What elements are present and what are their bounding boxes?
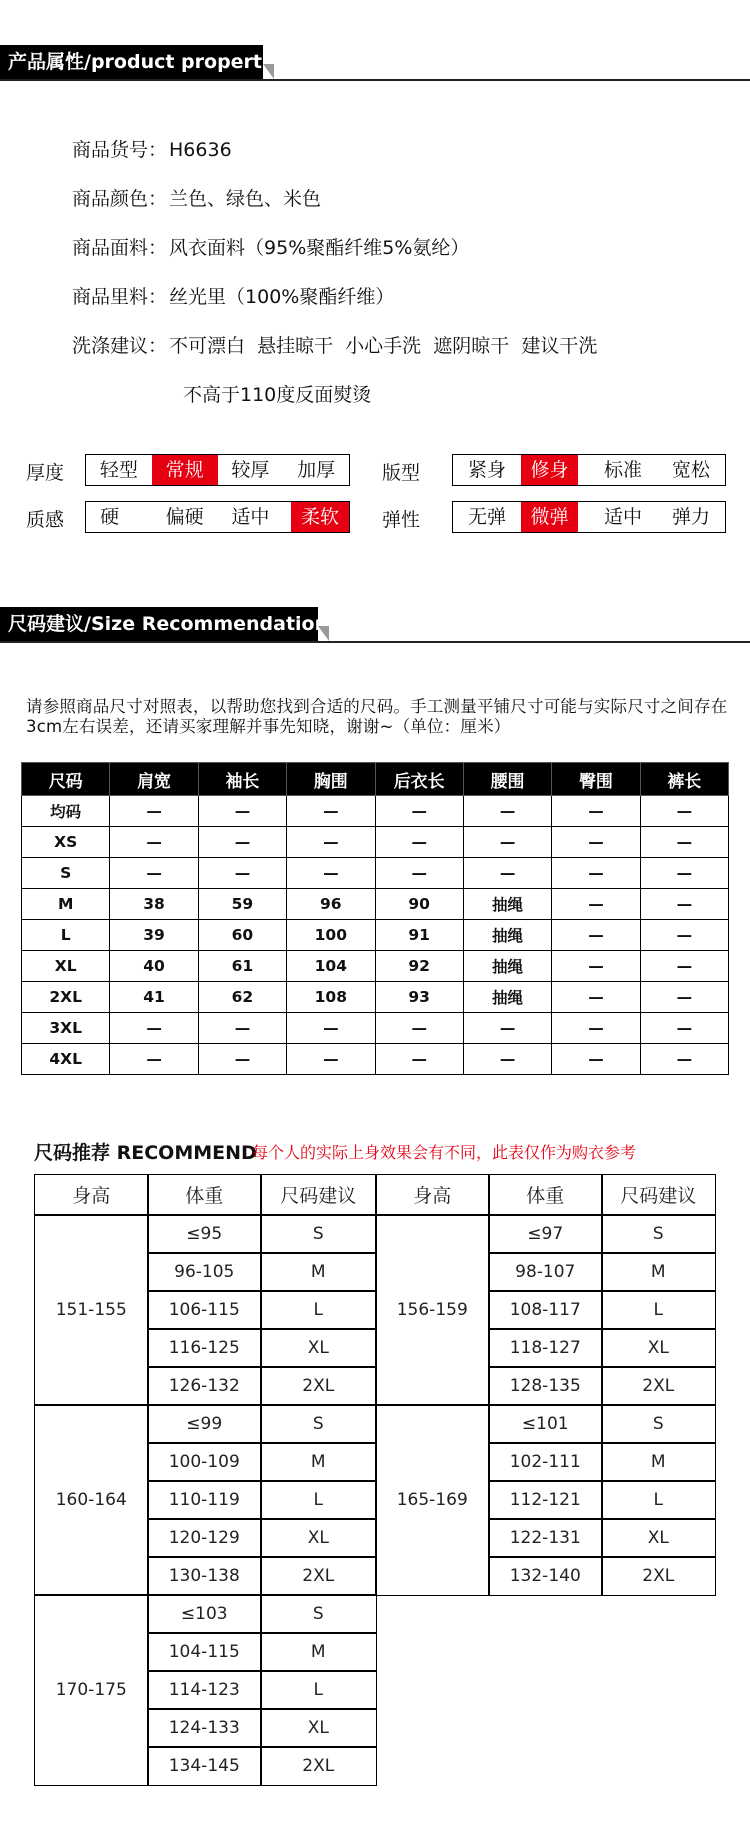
size-cell: — xyxy=(463,858,551,889)
size-cell: — xyxy=(198,796,286,827)
recommend-height-cell: 165-169 xyxy=(375,1404,490,1596)
recommend-size-cell: S xyxy=(260,1404,377,1444)
thickness-label: 厚度 xyxy=(26,462,65,484)
texture-option: 硬 xyxy=(100,506,120,528)
size-col-header: 尺码 xyxy=(22,763,110,796)
size-cell: — xyxy=(110,1044,198,1075)
property-label: 商品颜色： xyxy=(72,188,168,210)
recommend-weight-cell: 104-115 xyxy=(147,1632,262,1672)
size-cell-label: 均码 xyxy=(22,796,110,827)
recommend-height-cell: 170-175 xyxy=(34,1594,149,1786)
texture-option: 适中 xyxy=(231,506,270,528)
recommend-weight-cell: 110-119 xyxy=(147,1480,262,1520)
recommend-col-header: 尺码建议 xyxy=(260,1174,377,1216)
size-cell-label: XS xyxy=(22,827,110,858)
recommend-weight-cell: 120-129 xyxy=(147,1518,262,1558)
property-colors xyxy=(72,184,321,211)
recommend-weight-cell: 114-123 xyxy=(147,1670,262,1710)
size-cell: — xyxy=(287,827,375,858)
care-instructions-line2: 不高于110度反面熨烫 xyxy=(183,384,372,406)
size-cell-label: L xyxy=(22,920,110,951)
fit-option: 标准 xyxy=(603,459,642,481)
recommend-size-cell: S xyxy=(260,1214,377,1254)
size-cell: 41 xyxy=(110,982,198,1013)
recommend-size-cell: L xyxy=(601,1290,716,1330)
thickness-scale xyxy=(85,454,350,486)
recommend-weight-cell: 108-117 xyxy=(488,1290,603,1330)
size-cell: 90 xyxy=(375,889,463,920)
size-cell: — xyxy=(375,1013,463,1044)
elasticity-option: 适中 xyxy=(603,506,642,528)
recommend-col-header: 尺码建议 xyxy=(601,1174,716,1216)
property-lining xyxy=(72,282,394,309)
recommend-size-cell: M xyxy=(601,1252,716,1292)
size-recommendation-header xyxy=(0,607,750,647)
fit-option-selected: 修身 xyxy=(521,455,578,485)
recommend-size-cell: XL xyxy=(601,1328,716,1368)
size-cell: — xyxy=(463,1013,551,1044)
size-cell: — xyxy=(463,827,551,858)
section-title: 尺码建议/Size Recommendation xyxy=(0,607,318,641)
recommend-size-cell: XL xyxy=(260,1328,377,1368)
recommend-size-cell: S xyxy=(260,1594,377,1634)
recommend-size-cell: L xyxy=(260,1480,377,1520)
size-cell-label: 2XL xyxy=(22,982,110,1013)
size-cell: — xyxy=(110,796,198,827)
property-value: 兰色、绿色、米色 xyxy=(169,188,322,210)
size-cell: — xyxy=(198,827,286,858)
size-col-header: 腰围 xyxy=(463,763,551,796)
recommend-weight-cell: ≤103 xyxy=(147,1594,262,1634)
size-cell: — xyxy=(375,1044,463,1075)
property-label: 商品面料： xyxy=(72,237,168,259)
thickness-option: 较厚 xyxy=(231,459,270,481)
size-cell: 抽绳 xyxy=(463,920,551,951)
texture-label: 质感 xyxy=(26,509,65,531)
recommend-weight-cell: 102-111 xyxy=(488,1442,603,1482)
size-cell-label: 4XL xyxy=(22,1044,110,1075)
size-cell: 59 xyxy=(198,889,286,920)
recommend-size-cell: M xyxy=(260,1442,377,1482)
table-row xyxy=(22,827,729,858)
recommend-col-header: 身高 xyxy=(375,1174,490,1216)
size-cell: 62 xyxy=(198,982,286,1013)
size-cell: — xyxy=(110,1013,198,1044)
recommend-size-cell: L xyxy=(260,1290,377,1330)
recommend-weight-cell: ≤99 xyxy=(147,1404,262,1444)
recommend-size-cell: 2XL xyxy=(601,1366,716,1406)
recommend-col-header: 体重 xyxy=(147,1174,262,1216)
size-table-header-row xyxy=(22,763,729,796)
recommend-height-cell: 160-164 xyxy=(34,1404,149,1596)
size-cell: — xyxy=(287,796,375,827)
header-divider xyxy=(0,641,750,643)
size-cell: — xyxy=(110,858,198,889)
recommend-height-cell: 156-159 xyxy=(375,1214,490,1406)
table-row xyxy=(22,920,729,951)
recommend-size-cell: XL xyxy=(260,1518,377,1558)
recommend-title: 尺码推荐 RECOMMEND xyxy=(34,1142,257,1164)
size-cell: 抽绳 xyxy=(463,889,551,920)
recommend-size-cell: M xyxy=(260,1632,377,1672)
texture-scale xyxy=(85,501,350,533)
texture-option-selected: 柔软 xyxy=(291,502,349,532)
size-cell: — xyxy=(552,951,640,982)
recommend-size-cell: S xyxy=(601,1214,716,1254)
recommend-weight-cell: 132-140 xyxy=(488,1556,603,1596)
recommend-size-cell: M xyxy=(260,1252,377,1292)
fit-option: 紧身 xyxy=(467,459,506,481)
size-cell: 61 xyxy=(198,951,286,982)
size-cell: 91 xyxy=(375,920,463,951)
recommend-size-cell: S xyxy=(601,1404,716,1444)
table-row xyxy=(22,796,729,827)
recommend-weight-cell: 122-131 xyxy=(488,1518,603,1558)
property-fabric xyxy=(72,233,469,260)
size-cell: 92 xyxy=(375,951,463,982)
size-cell: — xyxy=(640,920,728,951)
size-cell: — xyxy=(552,920,640,951)
size-cell: 39 xyxy=(110,920,198,951)
size-cell: 38 xyxy=(110,889,198,920)
recommend-weight-cell: 126-132 xyxy=(147,1366,262,1406)
size-cell: — xyxy=(110,827,198,858)
size-col-header: 肩宽 xyxy=(110,763,198,796)
table-row xyxy=(22,1013,729,1044)
property-value: 丝光里（100%聚酯纤维） xyxy=(169,286,395,308)
size-cell: — xyxy=(640,796,728,827)
size-cell: — xyxy=(375,827,463,858)
elasticity-option-selected: 微弹 xyxy=(521,502,578,532)
recommend-weight-cell: 118-127 xyxy=(488,1328,603,1368)
thickness-option-selected: 常规 xyxy=(152,455,218,485)
size-cell: — xyxy=(375,796,463,827)
recommend-weight-cell: 100-109 xyxy=(147,1442,262,1482)
size-cell-label: 3XL xyxy=(22,1013,110,1044)
property-item-number xyxy=(72,135,232,162)
recommend-weight-cell: 96-105 xyxy=(147,1252,262,1292)
fit-option: 宽松 xyxy=(671,459,710,481)
recommend-weight-cell: 130-138 xyxy=(147,1556,262,1596)
size-cell-label: S xyxy=(22,858,110,889)
size-cell: 93 xyxy=(375,982,463,1013)
product-properties-header xyxy=(0,45,750,85)
recommend-size-cell: 2XL xyxy=(601,1556,716,1596)
recommend-weight-cell: ≤95 xyxy=(147,1214,262,1254)
recommend-size-cell: 2XL xyxy=(260,1556,377,1596)
elasticity-option: 无弹 xyxy=(467,506,506,528)
header-divider xyxy=(0,79,750,81)
property-value: 风衣面料（95%聚酯纤维5%氨纶） xyxy=(169,237,470,259)
size-cell: 100 xyxy=(287,920,375,951)
elasticity-scale xyxy=(452,501,726,533)
size-cell: — xyxy=(640,1013,728,1044)
size-cell: — xyxy=(552,1044,640,1075)
property-value: 不可漂白 悬挂晾干 小心手洗 遮阴晾干 建议干洗 xyxy=(169,335,598,357)
recommend-size-cell: XL xyxy=(260,1708,377,1748)
size-col-header: 胸围 xyxy=(287,763,375,796)
size-col-header: 臀围 xyxy=(552,763,640,796)
section-title: 产品属性/product properties xyxy=(0,45,263,79)
recommend-weight-cell: 128-135 xyxy=(488,1366,603,1406)
size-cell: — xyxy=(552,982,640,1013)
table-row xyxy=(22,951,729,982)
recommend-col-header: 体重 xyxy=(488,1174,603,1216)
size-cell: — xyxy=(640,951,728,982)
size-cell: — xyxy=(552,858,640,889)
size-cell: — xyxy=(463,1044,551,1075)
table-row xyxy=(22,982,729,1013)
size-cell: — xyxy=(552,827,640,858)
recommend-height-cell: 151-155 xyxy=(34,1214,149,1406)
property-care xyxy=(72,331,597,358)
recommend-weight-cell: 106-115 xyxy=(147,1290,262,1330)
size-cell-label: XL xyxy=(22,951,110,982)
property-label: 商品货号： xyxy=(72,139,168,161)
size-cell: 108 xyxy=(287,982,375,1013)
recommend-size-cell: 2XL xyxy=(260,1366,377,1406)
recommend-weight-cell: ≤101 xyxy=(488,1404,603,1444)
size-cell: — xyxy=(640,982,728,1013)
property-label: 洗涤建议： xyxy=(72,335,168,357)
size-cell: — xyxy=(463,796,551,827)
recommend-size-cell: 2XL xyxy=(260,1746,377,1786)
size-cell: — xyxy=(287,1044,375,1075)
size-cell: — xyxy=(287,858,375,889)
size-cell: — xyxy=(198,858,286,889)
thickness-option: 加厚 xyxy=(297,459,336,481)
fit-label: 版型 xyxy=(382,462,421,484)
size-chart-table xyxy=(21,762,729,1075)
texture-option: 偏硬 xyxy=(165,506,204,528)
size-cell: — xyxy=(198,1044,286,1075)
size-cell-label: M xyxy=(22,889,110,920)
size-cell: — xyxy=(552,889,640,920)
recommend-weight-cell: 134-145 xyxy=(147,1746,262,1786)
size-cell: 40 xyxy=(110,951,198,982)
size-col-header: 裤长 xyxy=(640,763,728,796)
table-row xyxy=(22,858,729,889)
elasticity-option: 弹力 xyxy=(671,506,710,528)
table-row xyxy=(22,889,729,920)
size-cell: 抽绳 xyxy=(463,951,551,982)
recommend-size-cell: XL xyxy=(601,1518,716,1558)
thickness-option: 轻型 xyxy=(99,459,138,481)
recommend-weight-cell: 98-107 xyxy=(488,1252,603,1292)
size-cell: — xyxy=(640,858,728,889)
table-row xyxy=(22,1044,729,1075)
elasticity-label: 弹性 xyxy=(382,509,421,531)
fit-scale xyxy=(452,454,726,486)
size-cell: — xyxy=(552,796,640,827)
size-cell: 96 xyxy=(287,889,375,920)
size-cell: — xyxy=(198,1013,286,1044)
header-triangle-decor xyxy=(318,626,329,641)
size-col-header: 袖长 xyxy=(198,763,286,796)
size-notice: 请参照商品尺寸对照表，以帮助您找到合适的尺码。手工测量平铺尺寸可能与实际尺寸之间存在3cm左右误差，还请买家理解并事先知晓，谢谢~（单位：厘米） xyxy=(26,697,728,736)
size-cell: — xyxy=(640,827,728,858)
property-value: H6636 xyxy=(169,139,232,161)
recommend-weight-cell: 112-121 xyxy=(488,1480,603,1520)
size-col-header: 后衣长 xyxy=(375,763,463,796)
recommend-weight-cell: 124-133 xyxy=(147,1708,262,1748)
recommend-size-cell: L xyxy=(260,1670,377,1710)
size-cell: — xyxy=(640,1044,728,1075)
size-cell: 104 xyxy=(287,951,375,982)
size-cell: — xyxy=(640,889,728,920)
recommend-weight-cell: 116-125 xyxy=(147,1328,262,1368)
header-triangle-decor xyxy=(263,64,274,79)
recommend-weight-cell: ≤97 xyxy=(488,1214,603,1254)
recommend-note: 每个人的实际上身效果会有不同，此表仅作为购衣参考 xyxy=(252,1143,637,1162)
size-cell: — xyxy=(375,858,463,889)
property-label: 商品里料： xyxy=(72,286,168,308)
size-cell: 60 xyxy=(198,920,286,951)
size-cell: — xyxy=(287,1013,375,1044)
size-cell: 抽绳 xyxy=(463,982,551,1013)
recommend-size-cell: L xyxy=(601,1480,716,1520)
recommend-col-header: 身高 xyxy=(34,1174,149,1216)
size-cell: — xyxy=(552,1013,640,1044)
recommend-size-cell: M xyxy=(601,1442,716,1482)
